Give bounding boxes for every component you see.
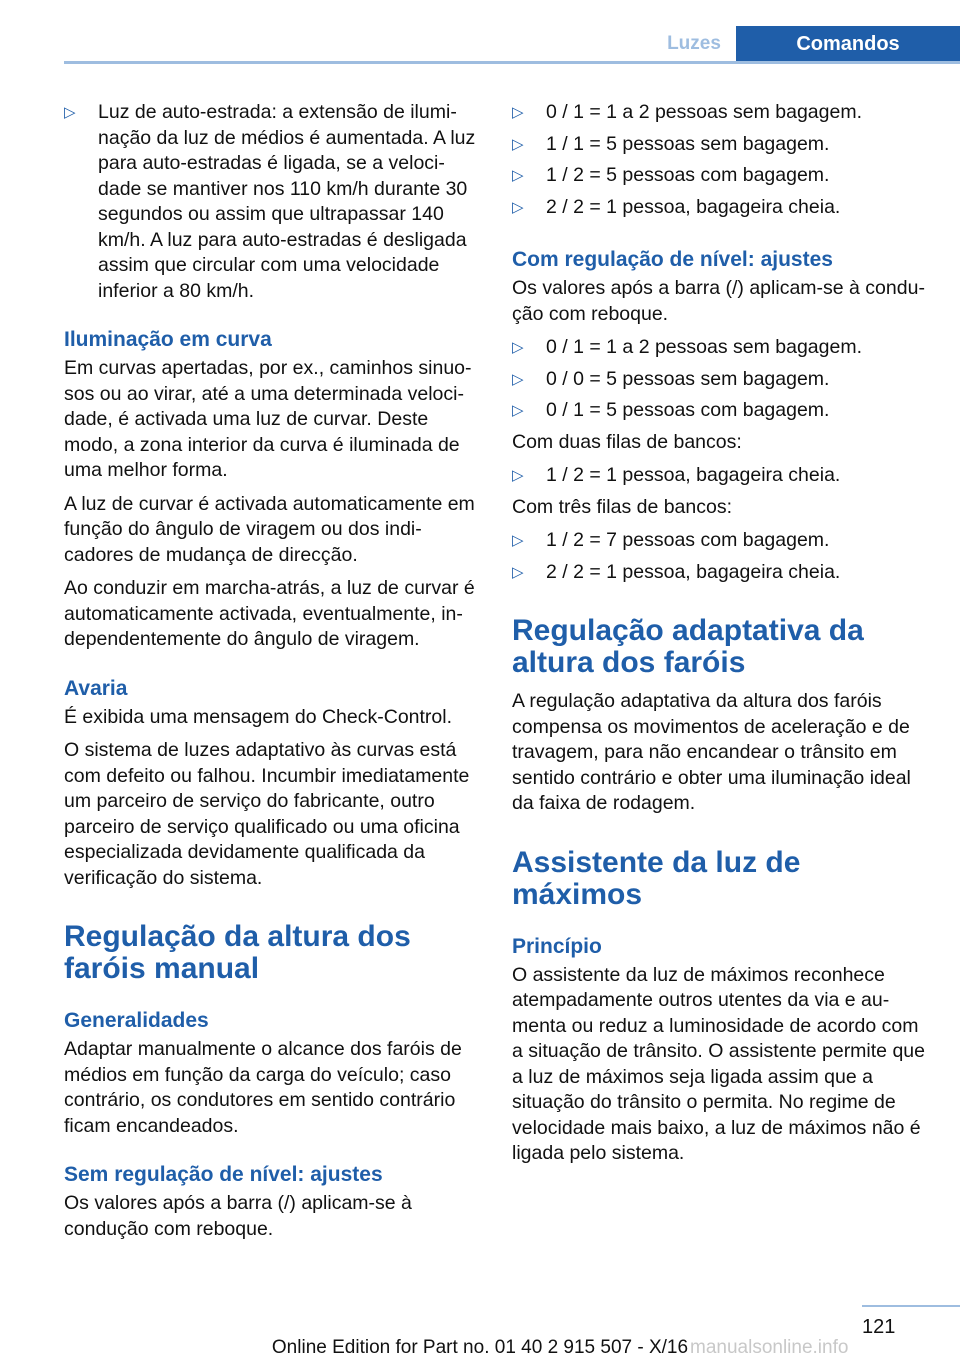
paragraph: A luz de curvar é activada automaticamente em função do ângulo de viragem ou dos indicadores de mudança de direcção. <box>64 492 475 566</box>
list-item-text: 1 / 2 = 5 pessoas com bagagem. <box>546 164 830 186</box>
list-item <box>512 195 928 221</box>
paragraph: Ao conduzir em marcha-atrás, a luz de curvar é automaticamente activada, eventualmente, independentemente do ângulo de viragem. <box>64 577 475 650</box>
section-title-regulacao-adaptativa: Regulação adaptativa da altura dos faróis <box>512 614 864 679</box>
list-item <box>512 132 928 158</box>
section-title-regulacao-manual: Regulação da altura dos faróis manual <box>64 920 411 985</box>
list-item-text: Luz de auto-estrada: a extensão de iluminação da luz de médios é aumentada. A luz para auto-estradas é ligada, se a velocidade se mantiver nos 110 km/h durante 30 segundos ou assim que ultrapassar 140 km/h. A luz para auto-estradas é desligada assim que circular com uma velocidade inferior a 80 km/h. <box>98 101 476 302</box>
triangle-bullet-icon: ▷ <box>512 167 524 184</box>
heading-principio: Princípio <box>512 934 602 958</box>
list-item <box>64 100 476 304</box>
list-item-text: 0 / 1 = 1 a 2 pessoas sem bagagem. <box>546 336 862 358</box>
triangle-bullet-icon: ▷ <box>512 104 524 121</box>
heading-com-regulacao: Com regulação de nível: ajustes <box>512 248 833 271</box>
list-item-text: 1 / 1 = 5 pessoas sem bagagem. <box>546 132 830 155</box>
triangle-bullet-icon: ▷ <box>512 135 524 153</box>
paragraph: Adaptar manualmente o alcance dos faróis de médios em função da carga do veículo; caso contrário, os condutores em sentido contrário ficam encandeados. <box>64 1038 462 1137</box>
triangle-bullet-icon: ▷ <box>512 370 524 388</box>
list-item <box>512 398 928 424</box>
section-title-assistente-maximos: Assistente da luz de máximos <box>512 845 801 911</box>
paragraph: Com duas filas de bancos: <box>512 430 742 453</box>
paragraph: Em curvas apertadas, por ex., caminhos sinuosos ou ao virar, até a uma determinada velocidade, é activada uma luz de curvar. Deste modo, a zona interior da curva é iluminada de uma melhor forma. <box>64 357 472 481</box>
paragraph: Os valores após a barra (/) aplicam-se à condução com reboque. <box>64 1192 412 1240</box>
list-item <box>512 100 928 126</box>
list-item-text: 0 / 0 = 5 pessoas sem bagagem. <box>546 367 830 390</box>
list-item-text: 1 / 2 = 7 pessoas com bagagem. <box>546 529 830 551</box>
heading-avaria: Avaria <box>64 676 128 700</box>
list-item <box>512 463 928 489</box>
footer-rule <box>862 1305 960 1307</box>
right-column <box>512 100 928 1175</box>
paragraph: Com três filas de bancos: <box>512 495 733 518</box>
list-item <box>512 560 928 586</box>
page-number: 121 <box>862 1316 896 1338</box>
heading-generalidades: Generalidades <box>64 1009 209 1032</box>
paragraph: A regulação adaptativa da altura dos faróis compensa os movimentos de aceleração e de travagem, para não encandear o trânsito em sentido contrário e obter uma iluminação ideal da faixa de rodagem. <box>512 690 911 814</box>
list-item-text: 0 / 1 = 5 pessoas com bagagem. <box>546 399 830 421</box>
header-chapter-tab: Comandos <box>736 26 960 62</box>
paragraph: O sistema de luzes adaptativo às curvas está com defeito ou falhou. Incumbir imediatamente um parceiro de serviço do fabricante, outro parceiro de serviço qualificado ou uma oficina especializada devidamente qualificada da verificação do sistema. <box>64 739 470 889</box>
list-item <box>512 163 928 189</box>
triangle-bullet-icon: ▷ <box>512 339 524 356</box>
heading-sem-regulacao: Sem regulação de nível: ajustes <box>64 1163 383 1186</box>
list-item <box>512 528 928 554</box>
list-item <box>512 367 928 393</box>
list-item <box>512 335 928 361</box>
triangle-bullet-icon: ▷ <box>512 563 524 581</box>
list-item-text: 2 / 2 = 1 pessoa, bagageira cheia. <box>546 195 841 218</box>
list-item-text: 2 / 2 = 1 pessoa, bagageira cheia. <box>546 560 841 583</box>
list-item-text: 0 / 1 = 1 a 2 pessoas sem bagagem. <box>546 101 862 123</box>
triangle-bullet-icon: ▷ <box>512 198 524 216</box>
triangle-bullet-icon: ▷ <box>512 402 524 419</box>
paragraph: O assistente da luz de máximos reconhece atempadamente outros utentes da via e aumenta ou reduz a luminosidade de acordo com a situação de trânsito. O assistente permite que a luz de máximos seja ligada assim que a situação do trânsito o permita. No regime de velocidade mais baixo, a luz de máximos não é ligada pelo sistema. <box>512 963 925 1164</box>
triangle-bullet-icon: ▷ <box>64 104 76 121</box>
paragraph: Os valores após a barra (/) aplicam-se à condução com reboque. <box>512 277 925 325</box>
watermark: manualsonline.info <box>690 1337 849 1358</box>
heading-iluminacao-curva: Iluminação em curva <box>64 328 272 351</box>
header-rule <box>64 61 960 64</box>
triangle-bullet-icon: ▷ <box>512 532 524 549</box>
paragraph: É exibida uma mensagem do Check-Control. <box>64 705 453 728</box>
left-column <box>64 100 476 1250</box>
list-item-text: 1 / 2 = 1 pessoa, bagageira cheia. <box>546 464 841 486</box>
footer-edition-text: Online Edition for Part no. 01 40 2 915 507 - X/16 <box>271 1337 689 1358</box>
header-section-tab: Luzes <box>667 33 721 54</box>
triangle-bullet-icon: ▷ <box>512 467 524 484</box>
